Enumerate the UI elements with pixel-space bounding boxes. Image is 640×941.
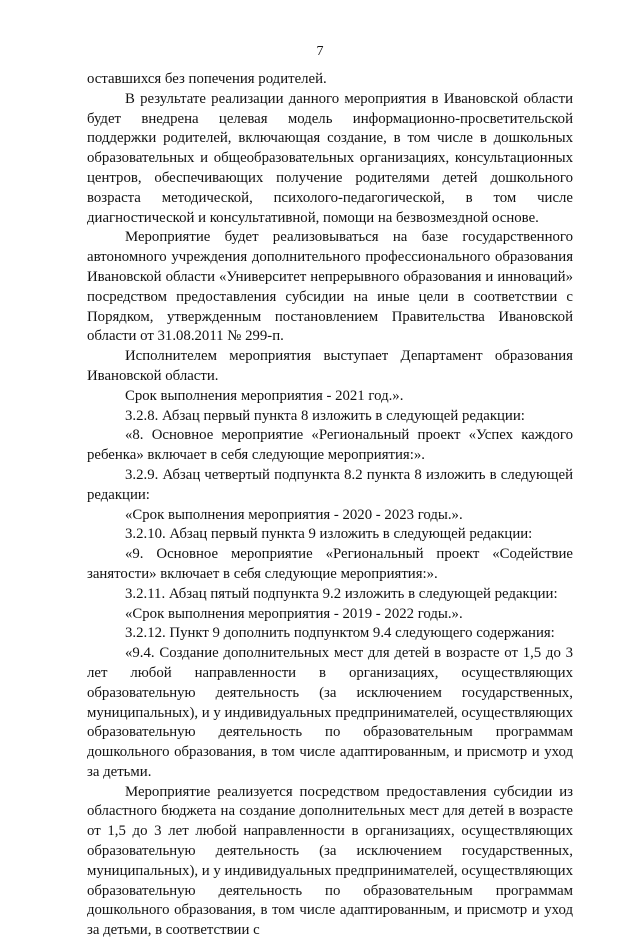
- paragraph: В результате реализации данного мероприятия в Ивановской области будет внедрена целевая модель информационно-просветительской поддержки родителей, включающая создание, в том числе в дошкольных образовательных и общеобразовательных организациях, консультационных центров, обеспечивающих получение родителями детей дошкольного возраста методической, психолого-педагогической, в том числе диагностической и консультативной, помощи на безвозмездной основе.: [87, 90, 573, 226]
- paragraph: Мероприятие будет реализовываться на базе государственного автономного учреждения дополнительного профессионального образования Ивановской области «Университет непрерывного образования и инноваций» посредством предоставления субсидии на иные цели в соответствии с Порядком, утвержденным постановлением Правительства Ивановской области от 31.08.2011 № 299-п.: [87, 229, 573, 345]
- paragraph: Исполнителем мероприятия выступает Департамент образования Ивановской области.: [87, 348, 573, 384]
- paragraph: оставшихся без попечения родителей.: [87, 71, 327, 87]
- paragraph: 3.2.10. Абзац первый пункта 9 изложить в следующей редакции:: [125, 526, 533, 543]
- paragraph: «Срок выполнения мероприятия - 2020 - 2023 годы.».: [125, 506, 463, 523]
- paragraph: «9.4. Создание дополнительных мест для детей в возрасте от 1,5 до 3 лет любой направленности в организациях, осуществляющих образовательную деятельность (за исключением государственных, муниципальных), и у индивидуальных предпринимателей, осуществляющих образовательную деятельность по образовательным программам дошкольного образования, в том числе адаптированным, и присмотр и уход за детьми.: [87, 645, 573, 780]
- page-number: 7: [316, 44, 324, 59]
- paragraph: «Срок выполнения мероприятия - 2019 - 2022 годы.».: [125, 605, 463, 622]
- paragraph: 3.2.8. Абзац первый пункта 8 изложить в следующей редакции:: [125, 407, 525, 424]
- paragraph: 3.2.11. Абзац пятый подпункта 9.2 изложить в следующей редакции:: [125, 585, 558, 602]
- document-body: [87, 70, 573, 941]
- paragraph: Мероприятие реализуется посредством предоставления субсидии из областного бюджета на создание дополнительных мест для детей в возрасте от 1,5 до 3 лет любой направленности в организациях, осуществляющих образовательную деятельность (за исключением государственных, муниципальных), и у индивидуальных предпринимателей, осуществляющих образовательную деятельность по образовательным программам дошкольного образования, в том числе адаптированным, и присмотр и уход за детьми, в соответствии с: [87, 783, 573, 939]
- paragraph: 3.2.12. Пункт 9 дополнить подпунктом 9.4 следующего содержания:: [125, 625, 555, 642]
- paragraph: «8. Основное мероприятие «Региональный проект «Успех каждого ребенка» включает в себя следующие мероприятия:».: [87, 427, 573, 464]
- paragraph: Срок выполнения мероприятия - 2021 год.».: [125, 387, 404, 404]
- paragraph: 3.2.9. Абзац четвертый подпункта 8.2 пункта 8 изложить в следующей редакции:: [87, 466, 573, 503]
- paragraph: «9. Основное мероприятие «Региональный проект «Содействие занятости» включает в себя следующие мероприятия:».: [87, 546, 573, 582]
